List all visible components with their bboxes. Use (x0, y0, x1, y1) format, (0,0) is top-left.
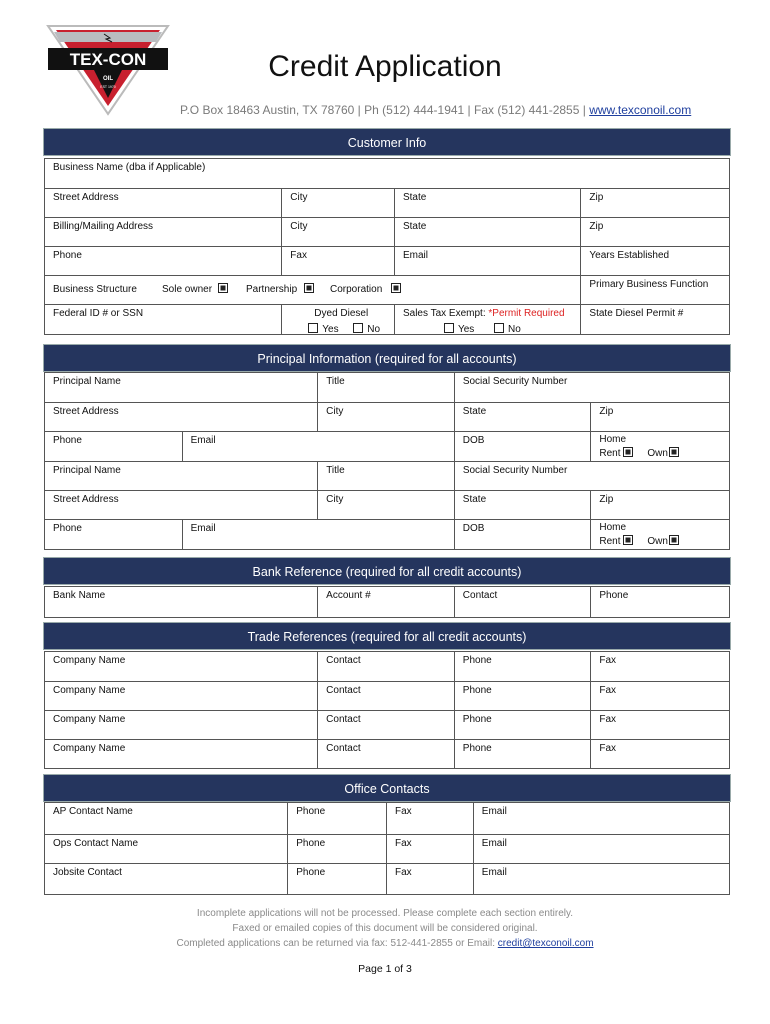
permit-required-note: *Permit Required (488, 308, 565, 319)
office-fax-field[interactable]: Fax (386, 803, 473, 834)
bank-name-field[interactable]: Bank Name (53, 590, 106, 601)
corporation-checkbox[interactable] (391, 283, 401, 293)
footer-line-1: Incomplete applications will not be processed. Please complete each section entirely. (196, 908, 574, 919)
dyed-diesel-yes-checkbox[interactable] (308, 323, 318, 333)
years-established-field[interactable]: Years Established (580, 247, 729, 275)
page-title: Credit Application (268, 50, 502, 83)
principal-city-field[interactable]: City (317, 403, 454, 431)
logo-tagline: EST 1970 (100, 85, 116, 89)
account-number-field[interactable]: Account # (317, 587, 454, 617)
federal-id-field[interactable]: Federal ID # or SSN (53, 308, 144, 319)
trade-fax-field[interactable]: Fax (590, 652, 729, 681)
contact-text: P.O Box 18463 Austin, TX 78760 | Ph (512) 444-1941 | Fax (512) 441-2855 | (180, 103, 590, 117)
customer-info-grid (44, 158, 730, 335)
office-fax-field[interactable]: Fax (386, 835, 473, 863)
company-name-field[interactable]: Company Name (53, 714, 126, 725)
sales-tax-exempt-label: Sales Tax Exempt: *Permit Required (402, 308, 565, 319)
principal-name-field[interactable]: Principal Name (53, 376, 121, 387)
office-contacts-grid (44, 802, 730, 895)
principal-phone-field[interactable]: Phone (53, 435, 82, 446)
business-name-field[interactable]: Business Name (dba if Applicable) (53, 162, 206, 173)
sole-owner-label: Sole owner (162, 284, 213, 295)
company-contact-line (180, 103, 691, 117)
fax-field[interactable]: Fax (281, 247, 394, 275)
rent-checkbox[interactable] (623, 535, 633, 545)
dyed-diesel-no-checkbox[interactable] (353, 323, 363, 333)
dyed-diesel-field (281, 305, 394, 334)
dyed-diesel-no-label: No (367, 324, 381, 335)
own-label: Own (647, 448, 668, 459)
state-field[interactable]: State (394, 189, 580, 217)
own-checkbox[interactable] (669, 535, 679, 545)
billing-address-field[interactable]: Billing/Mailing Address (53, 221, 154, 232)
principal-title-field[interactable]: Title (317, 373, 454, 402)
principal2-name-field[interactable]: Principal Name (53, 465, 121, 476)
primary-business-function-field[interactable]: Primary Business Function (580, 276, 729, 304)
trade-contact-field[interactable]: Contact (317, 652, 454, 681)
trade-fax-field[interactable]: Fax (590, 682, 729, 710)
sales-tax-yes-checkbox[interactable] (444, 323, 454, 333)
office-contact-name-field[interactable]: AP Contact Name (53, 806, 133, 817)
footer-line-2: Faxed or emailed copies of this document will be considered original. (232, 923, 538, 934)
table-row (45, 652, 729, 681)
table-row (45, 681, 729, 710)
table-row (45, 863, 729, 894)
section-heading-office-contacts: Office Contacts (43, 774, 731, 802)
email-field[interactable]: Email (394, 247, 580, 275)
section-heading-principal-info: Principal Information (required for all accounts) (43, 344, 731, 372)
table-row (45, 710, 729, 739)
section-heading-customer-info: Customer Info (43, 128, 731, 156)
phone-field[interactable]: Phone (53, 250, 82, 261)
principal-home-field (590, 432, 729, 461)
state-diesel-permit-field[interactable]: State Diesel Permit # (580, 305, 729, 334)
rent-label: Rent (599, 536, 621, 547)
principal2-home-field (590, 520, 729, 549)
trade-fax-field[interactable]: Fax (590, 711, 729, 739)
company-name-field[interactable]: Company Name (53, 743, 126, 754)
rent-checkbox[interactable] (623, 447, 633, 457)
bank-contact-field[interactable]: Contact (454, 587, 591, 617)
company-name-field[interactable]: Company Name (53, 655, 126, 666)
principal-info-grid (44, 372, 730, 550)
principal-dob-field[interactable]: DOB (454, 432, 591, 461)
trade-contact-field[interactable]: Contact (317, 740, 454, 768)
principal-ssn-field[interactable]: Social Security Number (454, 373, 729, 402)
table-row (45, 739, 729, 768)
principal2-street-field[interactable]: Street Address (53, 494, 119, 505)
credit-email-link[interactable]: credit@texconoil.com (497, 938, 594, 949)
principal2-state-field[interactable]: State (454, 491, 591, 519)
home-label: Home (599, 434, 627, 445)
office-phone-field[interactable]: Phone (287, 835, 386, 863)
sales-tax-yes-label: Yes (457, 324, 475, 335)
bank-phone-field[interactable]: Phone (590, 587, 729, 617)
office-phone-field[interactable]: Phone (287, 803, 386, 834)
partnership-checkbox[interactable] (304, 283, 314, 293)
office-email-field[interactable]: Email (473, 803, 729, 834)
section-heading-bank-reference: Bank Reference (required for all credit accounts) (43, 557, 731, 585)
trade-contact-field[interactable]: Contact (317, 682, 454, 710)
rent-label: Rent (599, 448, 621, 459)
website-link[interactable]: www.texconoil.com (589, 103, 692, 117)
sales-tax-no-checkbox[interactable] (494, 323, 504, 333)
table-row (45, 834, 729, 863)
zip-field[interactable]: Zip (580, 189, 729, 217)
billing-city-field[interactable]: City (281, 218, 394, 246)
principal-street-field[interactable]: Street Address (53, 406, 119, 417)
principal2-ssn-field[interactable]: Social Security Number (454, 462, 729, 490)
table-row (45, 803, 729, 834)
business-structure-label: Business Structure (53, 284, 137, 295)
principal2-zip-field[interactable]: Zip (590, 491, 729, 519)
sales-tax-no-label: No (507, 324, 521, 335)
city-field[interactable]: City (281, 189, 394, 217)
logo-sub: OIL (103, 76, 113, 82)
page-number: Page 1 of 3 (358, 963, 412, 975)
trade-contact-field[interactable]: Contact (317, 711, 454, 739)
sales-tax-exempt-field (394, 305, 580, 334)
principal-zip-field[interactable]: Zip (590, 403, 729, 431)
principal-state-field[interactable]: State (454, 403, 591, 431)
trade-fax-field[interactable]: Fax (590, 740, 729, 768)
corporation-label: Corporation (330, 284, 383, 295)
company-name-field[interactable]: Company Name (53, 685, 126, 696)
office-email-field[interactable]: Email (473, 864, 729, 894)
sole-owner-checkbox[interactable] (218, 283, 228, 293)
dyed-diesel-label: Dyed Diesel (314, 308, 369, 319)
section-heading-trade-references: Trade References (required for all credit accounts) (43, 622, 731, 650)
office-contact-name-field[interactable]: Ops Contact Name (53, 838, 139, 849)
billing-state-field[interactable]: State (394, 218, 580, 246)
office-email-field[interactable]: Email (473, 835, 729, 863)
home-label: Home (599, 522, 627, 533)
partnership-label: Partnership (246, 284, 298, 295)
trade-references-grid (44, 651, 730, 769)
dyed-diesel-yes-label: Yes (322, 324, 339, 335)
principal2-dob-field[interactable]: DOB (454, 520, 591, 549)
own-label: Own (647, 536, 668, 547)
principal2-phone-field[interactable]: Phone (53, 523, 82, 534)
own-checkbox[interactable] (669, 447, 679, 457)
office-fax-field[interactable]: Fax (386, 864, 473, 894)
trade-phone-field[interactable]: Phone (454, 740, 591, 768)
bank-reference-grid (44, 586, 730, 618)
principal2-title-field[interactable]: Title (317, 462, 454, 490)
trade-phone-field[interactable]: Phone (454, 682, 591, 710)
logo-brand: TEX-CON (69, 50, 147, 69)
principal2-email-field[interactable]: Email (182, 520, 454, 549)
trade-phone-field[interactable]: Phone (454, 711, 591, 739)
footer-notes (0, 906, 770, 951)
billing-zip-field[interactable]: Zip (580, 218, 729, 246)
footer-line-3: Completed applications can be returned via fax: 512-441-2855 or Email: credit@texconoil.com (176, 938, 594, 949)
principal-email-field[interactable]: Email (182, 432, 454, 461)
business-structure-row (45, 276, 580, 304)
office-contact-name-field[interactable]: Jobsite Contact (53, 867, 122, 878)
principal2-city-field[interactable]: City (317, 491, 454, 519)
office-phone-field[interactable]: Phone (287, 864, 386, 894)
trade-phone-field[interactable]: Phone (454, 652, 591, 681)
street-address-field[interactable]: Street Address (53, 192, 119, 203)
